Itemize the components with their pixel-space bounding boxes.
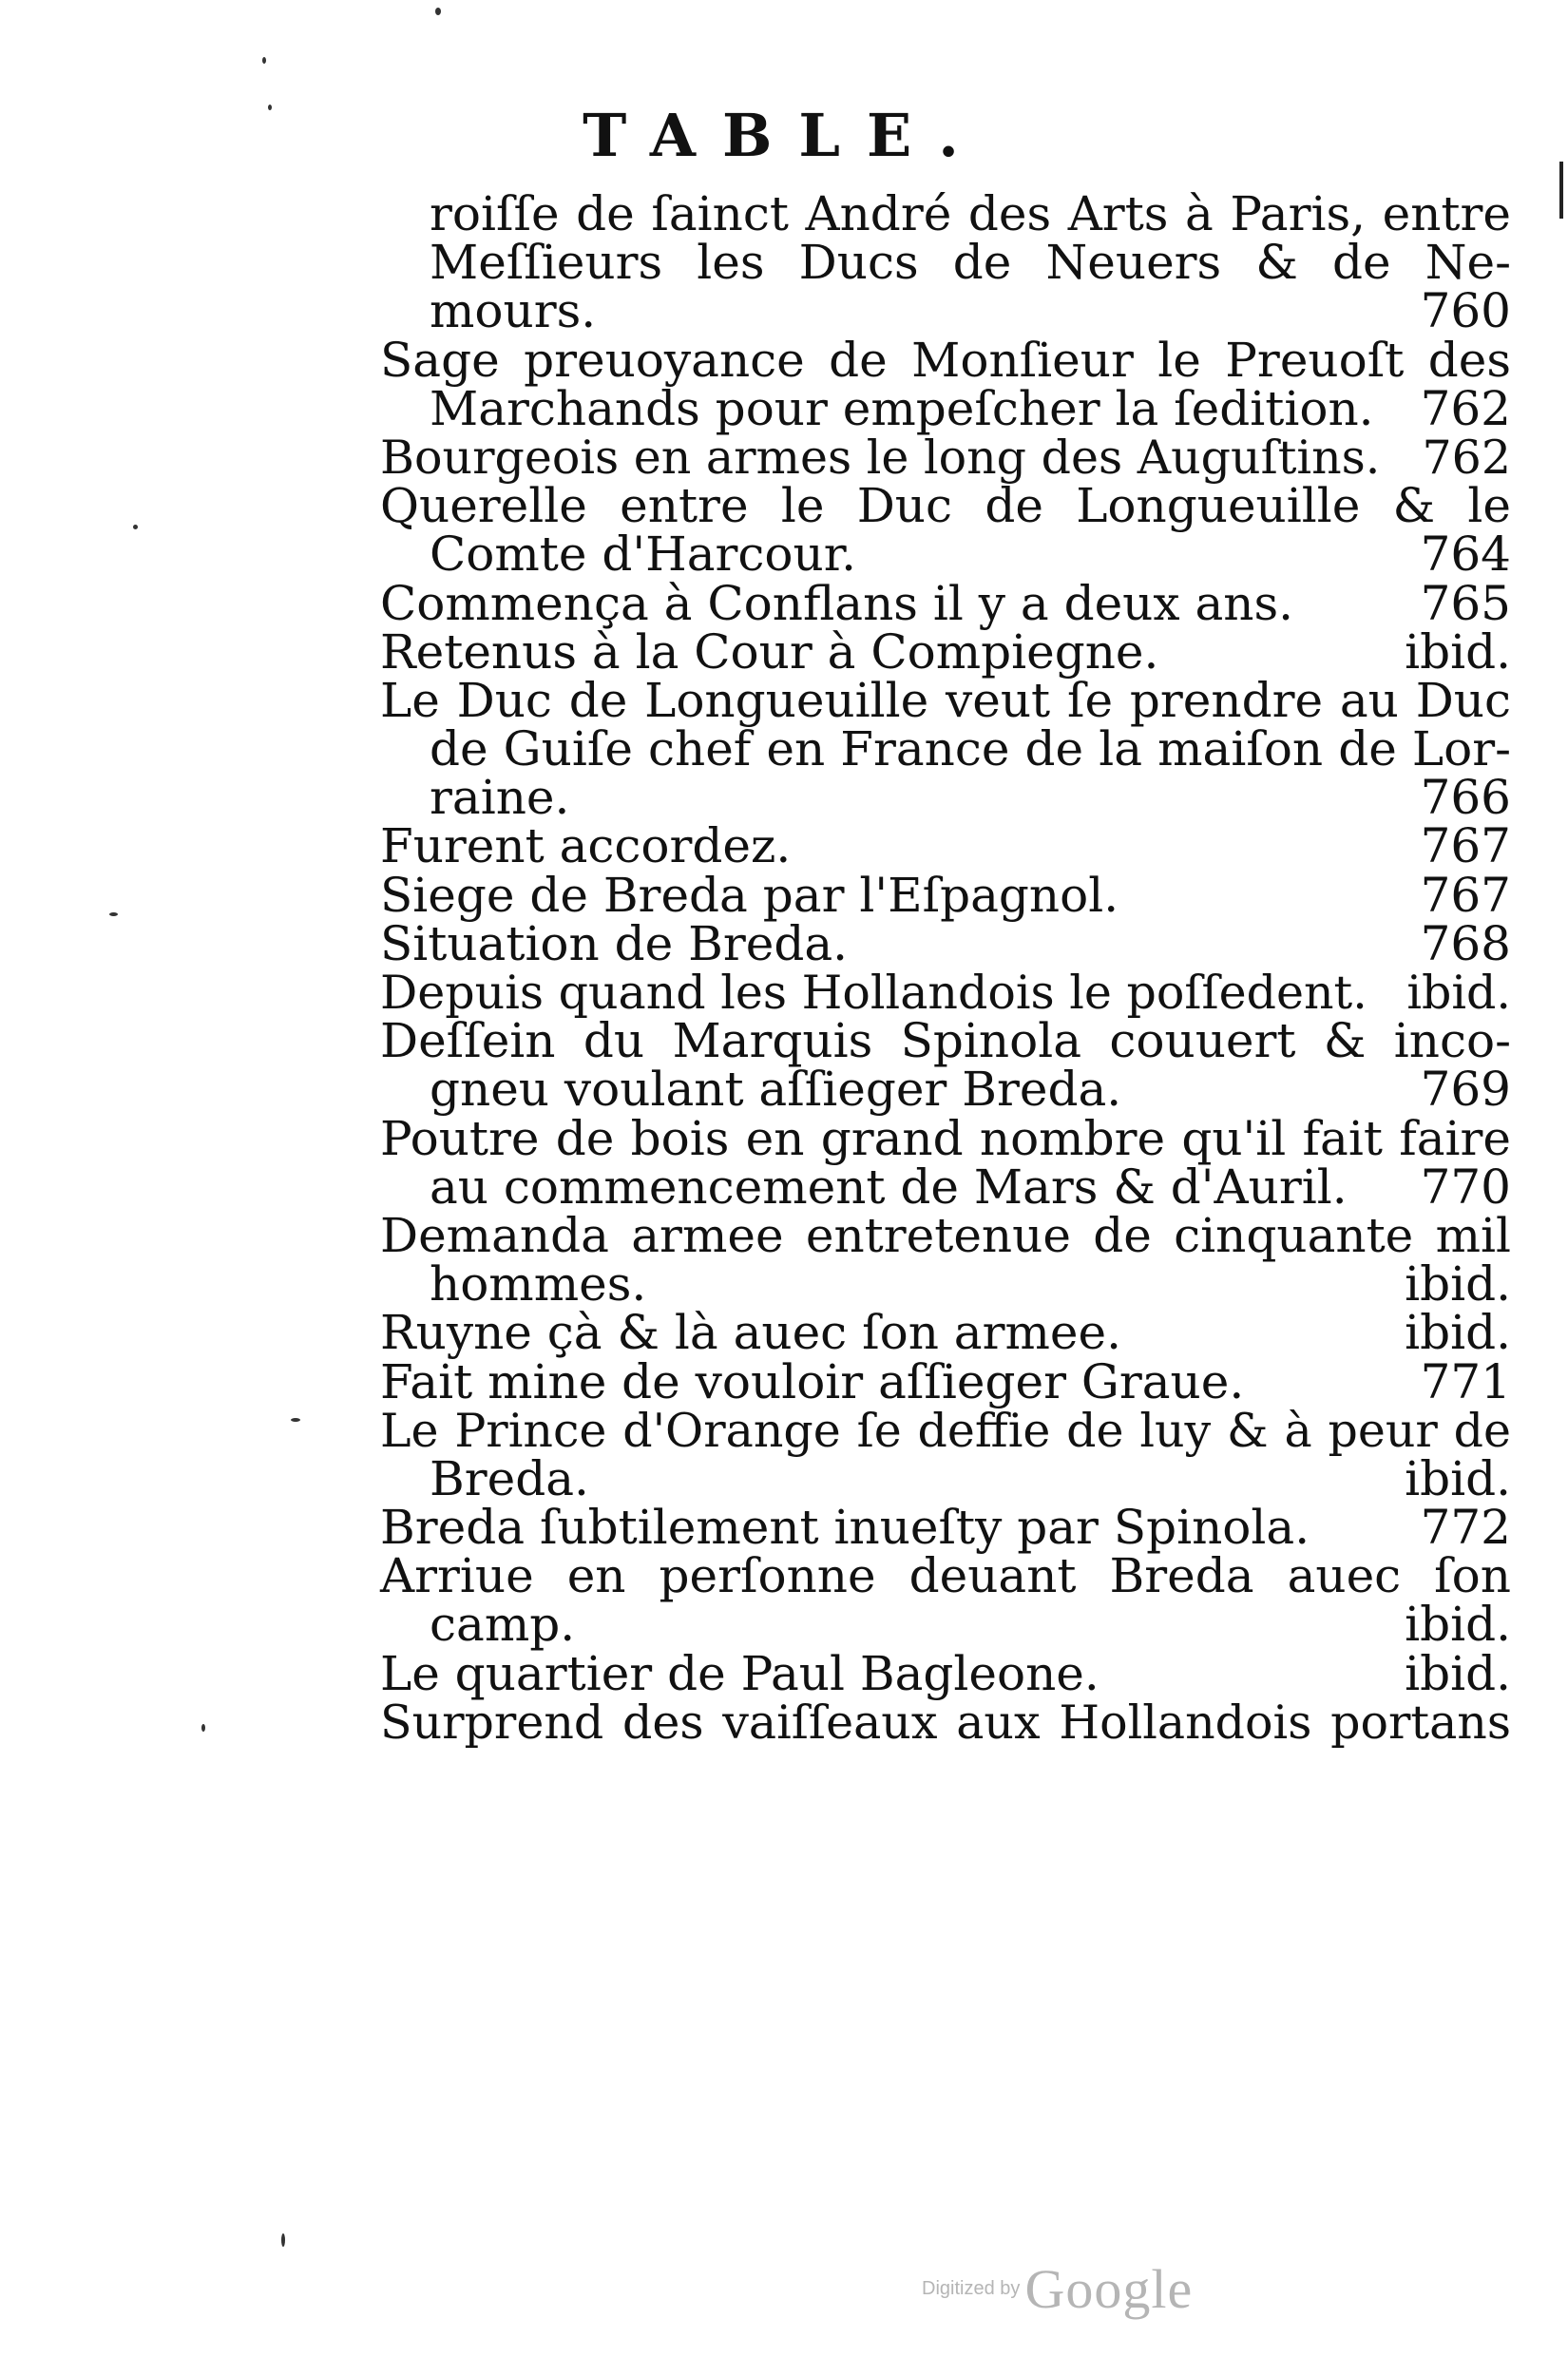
index-entry <box>380 966 1511 1020</box>
entry-page-ref: ibid. <box>1405 1450 1511 1506</box>
entry-page-ref: 767 <box>1420 867 1511 923</box>
entry-text: Comte d'Harcour. <box>430 527 857 583</box>
index-entry <box>380 575 1511 631</box>
entry-page-ref: ibid. <box>1405 1645 1511 1701</box>
entry-page-ref: 765 <box>1420 575 1511 631</box>
digitized-watermark <box>922 2257 1193 2321</box>
index-entry <box>380 332 1511 388</box>
entry-page-ref: 770 <box>1420 1159 1511 1215</box>
entry-page-ref: 766 <box>1420 770 1511 826</box>
entry-page-ref: 771 <box>1420 1353 1511 1409</box>
ink-speck <box>281 2233 285 2247</box>
index-entry <box>380 283 1511 339</box>
index-entry <box>380 1645 1511 1701</box>
index-entry <box>380 1159 1511 1215</box>
entry-text: Demanda armee entretenue de cinquante mil <box>380 1207 1511 1263</box>
index-entry <box>380 1207 1511 1263</box>
entry-text: Furent accordez. <box>380 818 792 874</box>
watermark-prefix: Digitized by <box>922 2278 1021 2299</box>
index-entry <box>380 1013 1511 1069</box>
entry-text: Sage preuoyance de Monſieur le Preuoſt des <box>380 332 1511 388</box>
entry-text: Le Prince d'Orange ſe deffie de luy & à peur de <box>380 1403 1511 1458</box>
entry-page-ref: 762 <box>1422 430 1511 485</box>
index-entry <box>380 1695 1511 1750</box>
index-entry <box>380 1597 1511 1653</box>
index-entry <box>380 478 1511 534</box>
entry-page-ref: 768 <box>1420 915 1511 971</box>
entry-page-ref: 760 <box>1420 283 1511 339</box>
ink-speck <box>109 912 118 916</box>
entry-text: au commencement de Mars & d'Auril. <box>430 1159 1348 1215</box>
index-entry <box>380 1548 1511 1604</box>
ink-speck <box>201 1724 205 1732</box>
entry-text: Arriue en perſonne deuant Breda auec ſon <box>380 1548 1511 1604</box>
entry-page-ref: ibid. <box>1405 1597 1511 1653</box>
ink-speck <box>133 525 138 529</box>
index-entry <box>380 770 1511 826</box>
ink-speck <box>262 57 266 64</box>
entry-page-ref: 767 <box>1420 818 1511 874</box>
entry-text: raine. <box>430 770 570 826</box>
entry-text: Depuis quand les Hollandois le poſſedent. <box>380 966 1367 1020</box>
entry-text: Siege de Breda par l'Eſpagnol. <box>380 867 1119 923</box>
index-entry <box>380 186 1511 241</box>
watermark-brand: Google <box>1024 2258 1194 2320</box>
ink-speck <box>435 8 441 15</box>
index-entry <box>380 721 1511 777</box>
index-entries <box>380 186 1511 1750</box>
entry-page-ref: 772 <box>1420 1500 1511 1556</box>
entry-text: Commença à Conflans il y a deux ans. <box>380 575 1294 631</box>
index-entry <box>380 430 1511 485</box>
index-entry <box>380 235 1511 291</box>
entry-page-ref: ibid. <box>1405 1256 1511 1313</box>
entry-text: Poutre de bois en grand nombre qu'il fait faire <box>380 1110 1511 1166</box>
entry-text: Breda ſubtilement inueſty par Spinola. <box>380 1500 1310 1556</box>
entry-page-ref: 764 <box>1420 527 1511 583</box>
entry-page-ref: ibid. <box>1405 1305 1511 1361</box>
entry-text: gneu voulant aſſieger Breda. <box>430 1062 1122 1118</box>
index-entry <box>380 623 1511 680</box>
entry-text: roiſſe de ſainct André des Arts à Paris, entre <box>430 186 1511 241</box>
ink-speck <box>268 105 272 110</box>
entry-text: Marchands pour empeſcher la ſedition. <box>430 380 1374 436</box>
entry-page-ref: 762 <box>1420 380 1511 436</box>
index-entry <box>380 380 1511 436</box>
entry-text: Situation de Breda. <box>380 915 849 971</box>
entry-text: Meſſieurs les Ducs de Neuers & de Ne- <box>430 235 1511 291</box>
entry-text: Bourgeois en armes le long des Auguſtins. <box>380 430 1381 485</box>
index-entry <box>380 1353 1511 1409</box>
entry-page-ref: ibid. <box>1405 623 1511 680</box>
index-entry <box>380 867 1511 923</box>
entry-text: mours. <box>430 283 597 339</box>
ink-speck <box>291 1418 300 1422</box>
index-entry <box>380 527 1511 583</box>
entry-text: hommes. <box>430 1256 647 1313</box>
entry-text: Surprend des vaiſſeaux aux Hollandois portans <box>380 1695 1511 1750</box>
index-entry <box>380 1256 1511 1313</box>
index-entry <box>380 1305 1511 1361</box>
entry-text: Breda. <box>430 1450 589 1506</box>
entry-text: Querelle entre le Duc de Longueuille & le <box>380 478 1511 534</box>
entry-text: camp. <box>430 1597 576 1653</box>
entry-text: Ruyne çà & là auec ſon armee. <box>380 1305 1121 1361</box>
index-entry <box>380 1403 1511 1458</box>
index-entry <box>380 1110 1511 1166</box>
entry-text: Le quartier de Paul Bagleone. <box>380 1645 1100 1701</box>
entry-text: Retenus à la Cour à Compiegne. <box>380 623 1159 680</box>
entry-page-ref: 769 <box>1420 1062 1511 1118</box>
index-entry <box>380 1062 1511 1118</box>
index-entry <box>380 818 1511 874</box>
index-entry <box>380 1450 1511 1506</box>
index-entry <box>380 672 1511 728</box>
entry-text: Le Duc de Longueuille veut ſe prendre au Duc <box>380 672 1511 728</box>
entry-text: de Guiſe chef en France de la maiſon de Lor- <box>430 721 1511 777</box>
entry-text: Deſſein du Marquis Spinola couuert & inco- <box>380 1013 1511 1069</box>
entry-text: Fait mine de vouloir aſſieger Graue. <box>380 1353 1245 1409</box>
index-entry <box>380 915 1511 971</box>
index-entry <box>380 1500 1511 1556</box>
running-head-title: TABLE. <box>583 101 985 170</box>
entry-page-ref: ibid. <box>1406 966 1511 1020</box>
page-edge-mark <box>1559 162 1563 219</box>
